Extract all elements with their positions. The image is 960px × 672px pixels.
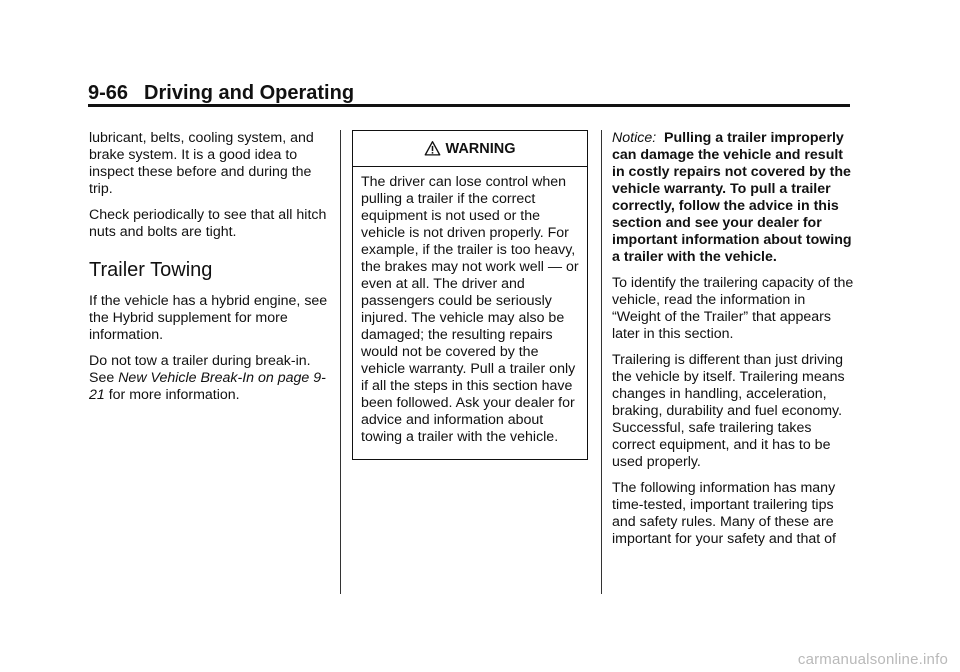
notice-label: Notice: [612, 130, 657, 146]
page-header [88, 82, 850, 104]
paragraph: Check periodically to see that all hitch nuts and bolts are tight. [89, 207, 327, 240]
notice-text: Pulling a trailer improperly can damage the vehicle and result in costly repairs not covered by the vehicle warranty. To pull a trailer correctly, follow the advice in this section and see your dealer for important information about towing a trailer with the vehicle. [612, 130, 852, 265]
paragraph: Trailering is different than just driving the vehicle by itself. Trailering means changes in handling, acceleration, braking, durability and fuel economy. Successful, safe trailering takes correct equipment, and it has to be used properly. [612, 352, 845, 470]
paragraph: lubricant, belts, cooling system, and brake system. It is a good idea to inspect these before and during the trip. [89, 130, 314, 197]
warning-title: WARNING [445, 140, 516, 157]
header-rule [88, 104, 850, 107]
column-divider [340, 130, 341, 594]
section-title: Driving and Operating [144, 82, 355, 104]
warning-header [353, 131, 587, 167]
warning-triangle-icon [424, 140, 441, 157]
warning-body [353, 167, 587, 446]
page-number: 9-66 [88, 82, 129, 104]
paragraph: To identify the trailering capacity of the vehicle, read the information in “Weight of the Trailer” that appears later in this section. [612, 275, 854, 342]
text-run: for more information. [104, 387, 240, 403]
paragraph: If the vehicle has a hybrid engine, see the Hybrid supplement for more information. [89, 293, 328, 343]
text-run: Do not tow a trailer during break-in. See [89, 353, 311, 386]
notice-paragraph [612, 130, 854, 266]
paragraph: The following information has many time-tested, important trailering tips and safety rules. Many of these are important for your safety and that of [612, 480, 836, 547]
cross-reference-link[interactable]: New Vehicle Break-In on page 9-21 [89, 370, 326, 403]
column-divider [601, 130, 602, 594]
section-heading: Trailer Towing [89, 259, 213, 281]
warning-text: The driver can lose control when pulling a trailer if the correct equipment is not used or the vehicle is not driven properly. For example, if the trailer is too heavy, the brakes may not work well — or even at all. The driver and passengers could be seriously injured. The vehicle may also be damaged; the resulting repairs would not be covered by the vehicle warranty. Pull a trailer only if all the steps in this section have been followed. Ask your dealer for advice and information about towing a trailer with the vehicle. [361, 174, 579, 445]
column-left [89, 130, 329, 413]
column-right [612, 130, 854, 557]
paragraph [89, 353, 329, 404]
warning-box [352, 130, 588, 460]
watermark: carmanualsonline.info [797, 651, 948, 668]
